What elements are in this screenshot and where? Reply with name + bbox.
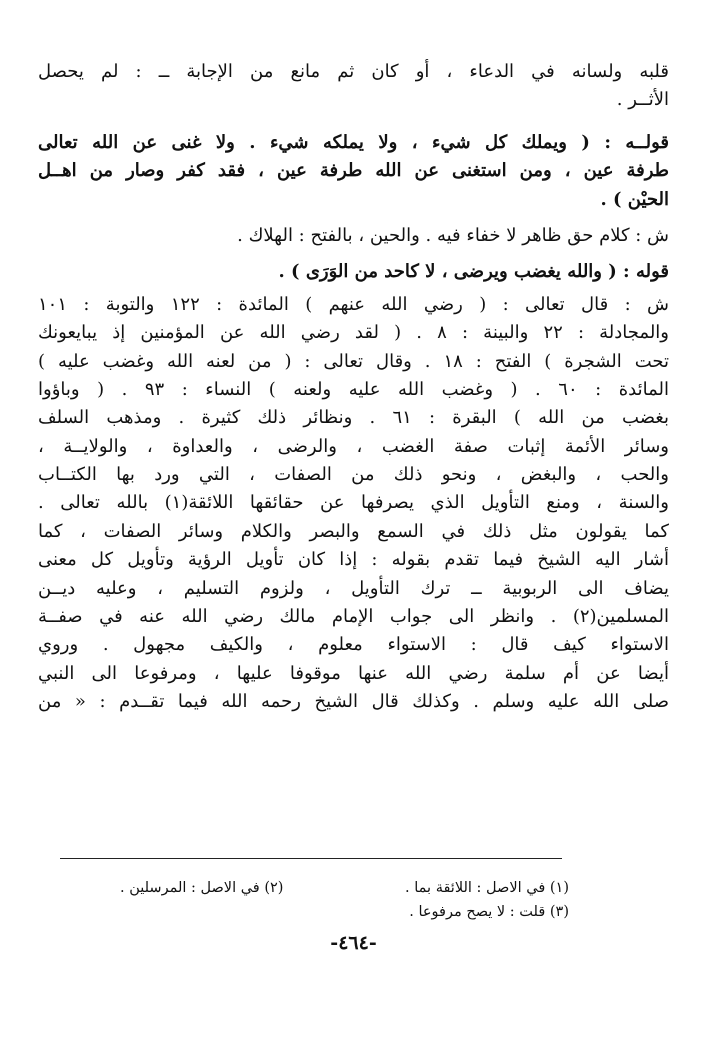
text-line: قوله : ( والله يغضب ويرضى ، لا كاحد من الوَرَى ) . <box>278 261 669 283</box>
text-line: تحت الشجرة ) الفتح : ١٨ . وقال تعالى : ( من لعنه الله وغضب عليه ) <box>38 350 669 372</box>
footnote-1: (١) في الاصل : اللائقة بما . <box>405 880 569 896</box>
text-line: والحب ، والبغض ، ونحو ذلك من الصفات ، التي ورد بها الكتــاب <box>38 464 669 486</box>
text-line: قلبه ولسانه في الدعاء ، أو كان ثم مانع من الإجابة ــ : لم يحصل <box>38 61 669 82</box>
text-line: يضاف الى الربوبية ــ ترك التأويل ، ولزوم التسليم ، وعليه ديــن <box>38 577 669 599</box>
text-line: وسائر الأئمة إثبات صفة الغضب ، والرضى ، والعداوة ، والولايــة ، <box>38 435 669 457</box>
text-line: أيضا عن أم سلمة رضي الله عنها موقوفا عليها ، ومرفوعا الى النبي <box>38 662 669 684</box>
text-line: والسنة ، ومنع التأويل الذي يصرفها عن حقائقها اللائقة(١) بالله تعالى . <box>38 492 669 514</box>
text-line: ش : كلام حق ظاهر لا خفاء فيه . والحين ، بالفتح : الهلاك . <box>237 224 669 246</box>
text-line: المسلمين(٢) . وانظر الى جواب الإمام مالك رضي الله عنه في صفــة <box>38 606 669 628</box>
text-line: والمجادلة : ٢٢ والبينة : ٨ . ( لقد رضي الله عن المؤمنين إذ يبايعونك <box>38 322 669 344</box>
text-line: الحيْن ) . <box>600 188 669 210</box>
text-line: الاستواء كيف قال : الاستواء معلوم ، والكيف مجهول . وروي <box>38 634 669 656</box>
text-line: قولــه : ( ويملك كل شيء ، ولا يملكه شيء . ولا غنى عن الله تعالى <box>38 131 669 153</box>
footnote-3: (٣) قلت : لا يصح مرفوعا . <box>409 904 569 920</box>
footnotes <box>120 876 569 924</box>
text-line: صلى الله عليه وسلم . وكذلك قال الشيخ رحمه الله فيما تقــدم : « من <box>38 691 669 713</box>
text-line: الأثــر . <box>616 89 669 111</box>
page-number: -٤٦٤- <box>330 932 377 954</box>
text-line: أشار اليه الشيخ فيما تقدم بقوله : إذا كان تأويل الرؤية وتأويل كل معنى <box>38 549 669 571</box>
footnote-divider <box>60 858 562 859</box>
main-text <box>38 58 669 717</box>
text-line: بغضب من الله ) البقرة : ٦١ . ونظائر ذلك كثيرة . ومذهب السلف <box>38 407 669 429</box>
text-line: المائدة : ٦٠ . ( وغضب الله عليه ولعنه ) النساء : ٩٣ . ( وباؤوا <box>38 378 669 400</box>
text-line: طرفة عين ، ومن استغنى عن الله طرفة عين ، فقد كفر وصار من اهــل <box>38 160 669 182</box>
text-line: كما يقولون مثل ذلك في السمع والبصر والكلام وسائر الصفات ، كما <box>38 520 669 542</box>
text-line: ش : قال تعالى : ( رضي الله عنهم ) المائدة : ١٢٢ والتوبة : ١٠١ <box>38 293 669 315</box>
footnote-2: (٢) في الاصل : المرسلين . <box>120 880 284 896</box>
